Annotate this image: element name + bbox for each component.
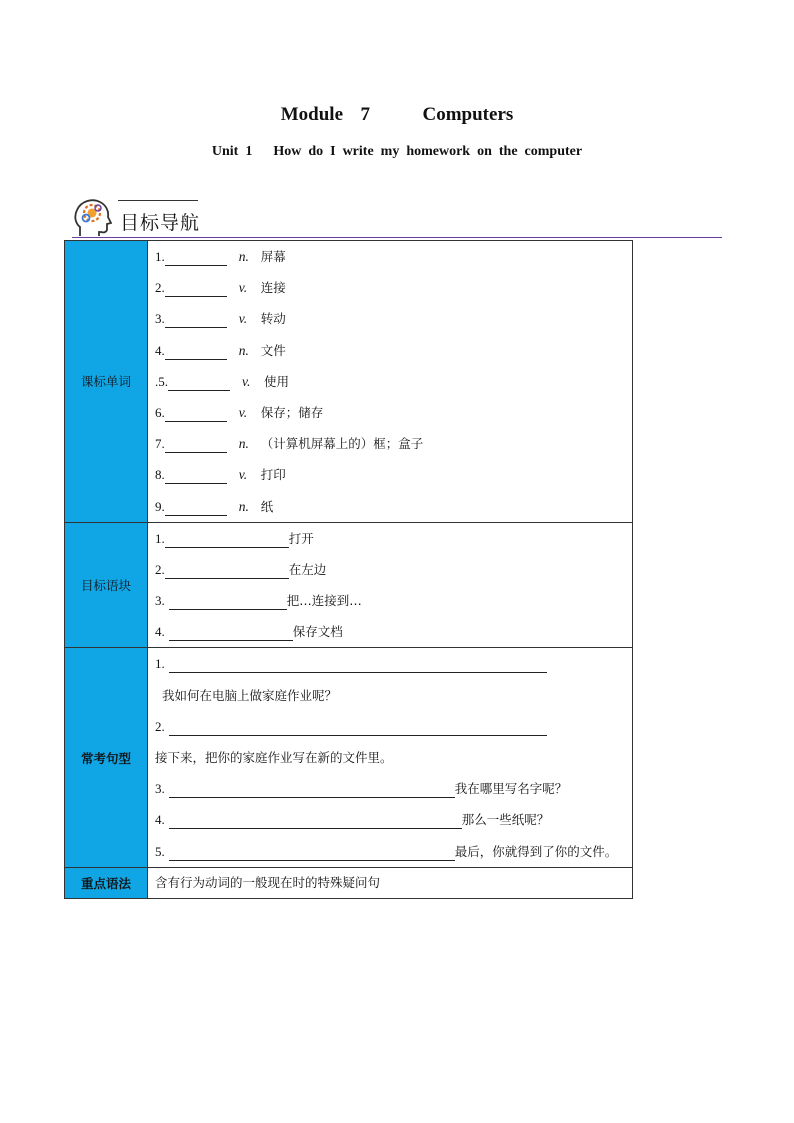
- answer-blank[interactable]: [168, 375, 230, 391]
- answer-blank[interactable]: [169, 845, 455, 861]
- sentence-row: 2.: [148, 711, 632, 742]
- vocab-cell: [148, 241, 633, 523]
- vocab-row: 1. n. 屏幕: [155, 249, 286, 264]
- answer-blank[interactable]: [169, 813, 462, 829]
- answer-blank[interactable]: [165, 406, 227, 422]
- answer-blank[interactable]: [169, 782, 455, 798]
- phrase-row: 4. 保存文档: [155, 624, 343, 640]
- sentences-heading: 常考句型: [65, 648, 148, 867]
- phrases-cell: [148, 522, 633, 648]
- sentence-translation: 我如何在电脑上做家庭作业呢？: [162, 687, 338, 703]
- answer-blank[interactable]: [165, 344, 227, 360]
- phrase-row: 1. 打开: [155, 530, 314, 546]
- sentence-row: 3. 我在哪里写名字呢？: [155, 781, 568, 797]
- vocab-row: .5. v. 使用: [155, 373, 289, 389]
- answer-blank[interactable]: [165, 468, 227, 484]
- answer-blank[interactable]: [169, 720, 547, 736]
- section-banner-label: 目标导航: [120, 212, 201, 234]
- banner-underline: [72, 237, 722, 238]
- phrase-row: 3. 把…连接到…: [155, 593, 362, 609]
- vocab-row: 6. v. 保存；储存: [155, 404, 324, 420]
- answer-blank[interactable]: [165, 437, 227, 453]
- vocab-row: 8. v. 打印: [155, 467, 286, 483]
- answer-blank[interactable]: [165, 532, 289, 548]
- vocab-row: 9. n. 纸: [155, 498, 274, 514]
- phrases-heading: 目标语块: [65, 522, 148, 648]
- answer-blank[interactable]: [165, 563, 289, 579]
- summary-table: [64, 240, 633, 899]
- vocab-row: 4. n. 文件: [155, 342, 286, 358]
- answer-blank[interactable]: [169, 594, 287, 610]
- answer-blank[interactable]: [165, 500, 227, 516]
- vocab-heading: 课标单词: [65, 241, 148, 523]
- vocab-row: 7. n. （计算机屏幕上的）框；盒子: [155, 436, 424, 452]
- banner-top-rule: [118, 200, 198, 201]
- head-gears-icon: [72, 196, 112, 238]
- page-title: Module 7 Computers: [280, 104, 514, 125]
- sentence-translation: 接下来，把你的家庭作业写在新的文件里。: [155, 750, 393, 765]
- sentence-row: 1.: [148, 648, 632, 679]
- sentence-row: 5. 最后，你就得到了你的文件。: [155, 843, 618, 859]
- grammar-cell: [148, 867, 633, 898]
- unit-subtitle: Unit 1 How do I write my homework on the computer: [211, 144, 583, 159]
- answer-blank[interactable]: [165, 312, 227, 328]
- vocab-row: 2. v. 连接: [155, 280, 286, 296]
- phrase-row: 2. 在左边: [155, 561, 327, 577]
- answer-blank[interactable]: [169, 625, 293, 641]
- section-banner: [72, 196, 732, 240]
- answer-blank[interactable]: [165, 250, 227, 266]
- vocab-row: 3. v. 转动: [155, 311, 286, 327]
- grammar-heading: 重点语法: [65, 867, 148, 898]
- answer-blank[interactable]: [169, 657, 547, 673]
- sentences-cell: [148, 648, 633, 867]
- grammar-text: 含有行为动词的一般现在时的特殊疑问句: [155, 874, 381, 890]
- sentence-row: 4. 那么一些纸呢？: [155, 812, 550, 828]
- answer-blank[interactable]: [165, 281, 227, 297]
